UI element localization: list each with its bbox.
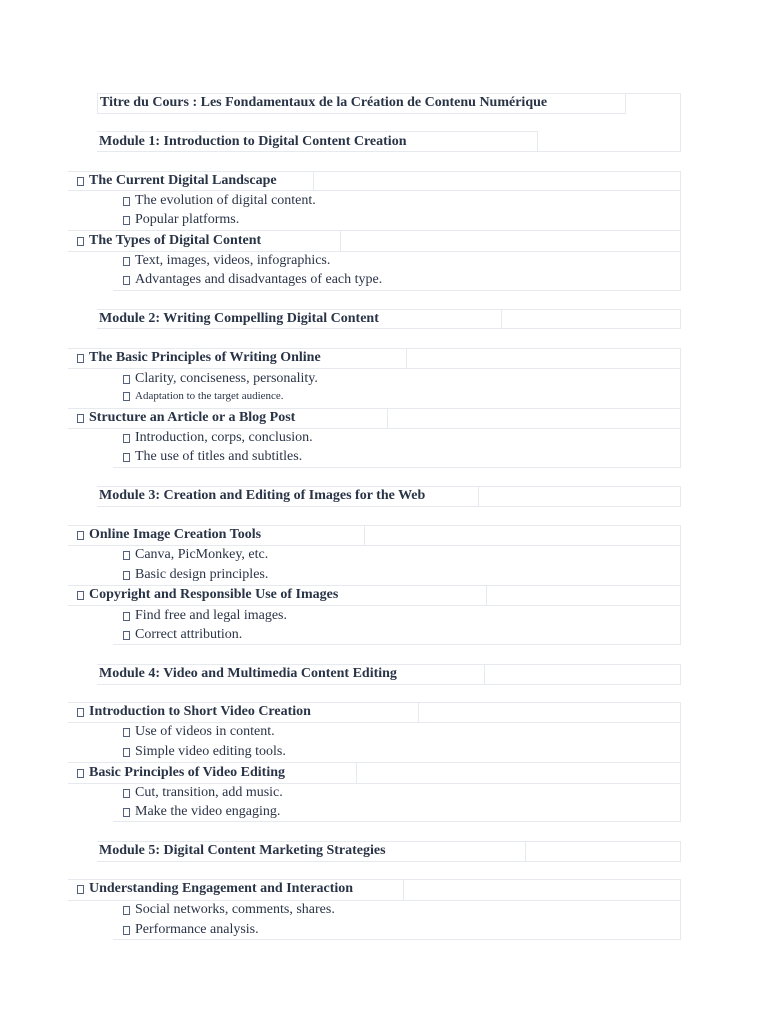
frame-line [97, 93, 681, 94]
frame-line [113, 644, 681, 645]
missing-glyph-box-icon [123, 375, 130, 384]
frame-line [97, 328, 681, 329]
frame-line [340, 230, 341, 251]
frame-line [68, 783, 681, 784]
list-item: Use of videos in content. [135, 724, 275, 739]
missing-glyph-box-icon [77, 591, 84, 600]
frame-line [501, 309, 502, 328]
module-title: Module 1: Introduction to Digital Content Creation [99, 134, 407, 149]
frame-line [356, 762, 357, 783]
section-title: Structure an Article or a Blog Post [89, 410, 296, 425]
frame-line [313, 171, 314, 190]
module-title: Module 4: Video and Multimedia Content Editing [99, 666, 397, 681]
frame-line [68, 605, 681, 606]
frame-line [680, 171, 681, 291]
frame-line [403, 879, 404, 900]
section-title: The Types of Digital Content [89, 233, 262, 248]
missing-glyph-box-icon [123, 197, 130, 206]
frame-line [680, 841, 681, 861]
frame-line [68, 428, 681, 429]
frame-line [68, 702, 681, 703]
frame-line [68, 368, 681, 369]
missing-glyph-box-icon [123, 906, 130, 915]
list-item: Popular platforms. [135, 212, 240, 227]
list-item: Advantages and disadvantages of each type. [135, 272, 383, 287]
section-title: Understanding Engagement and Interaction [89, 881, 354, 896]
frame-line [537, 131, 538, 151]
module-title: Module 3: Creation and Editing of Images for the Web [99, 488, 426, 503]
missing-glyph-box-icon [123, 748, 130, 757]
missing-glyph-box-icon [123, 808, 130, 817]
frame-line [97, 151, 681, 152]
section-title: Copyright and Responsible Use of Images [89, 587, 339, 602]
frame-line [525, 841, 526, 861]
frame-line [68, 230, 681, 231]
frame-line [68, 171, 681, 172]
frame-line [113, 467, 681, 468]
frame-line [680, 664, 681, 684]
frame-line [68, 722, 681, 723]
list-item: Make the video engaging. [135, 804, 281, 819]
frame-line [113, 939, 681, 940]
frame-line [97, 841, 681, 842]
frame-line [680, 309, 681, 328]
frame-line [68, 408, 681, 409]
missing-glyph-box-icon [77, 531, 84, 540]
missing-glyph-box-icon [123, 216, 130, 225]
missing-glyph-box-icon [77, 237, 84, 246]
list-item: Adaptation to the target audience. [135, 390, 284, 402]
missing-glyph-box-icon [123, 276, 130, 285]
section-title: The Basic Principles of Writing Online [89, 350, 321, 365]
section-title: Basic Principles of Video Editing [89, 765, 286, 780]
frame-line [68, 545, 681, 546]
list-item: Correct attribution. [135, 627, 243, 642]
list-item: Basic design principles. [135, 567, 269, 582]
frame-line [97, 131, 538, 132]
missing-glyph-box-icon [77, 885, 84, 894]
missing-glyph-box-icon [77, 414, 84, 423]
frame-line [406, 348, 407, 368]
missing-glyph-box-icon [77, 177, 84, 186]
frame-line [68, 900, 681, 901]
frame-line [97, 861, 681, 862]
list-item: The evolution of digital content. [135, 193, 316, 208]
frame-line [625, 93, 626, 113]
frame-line [97, 309, 681, 310]
frame-line [68, 762, 681, 763]
missing-glyph-box-icon [123, 631, 130, 640]
frame-line [478, 486, 479, 506]
frame-line [68, 879, 681, 880]
course-title: Titre du Cours : Les Fondamentaux de la Création de Contenu Numérique [100, 95, 548, 110]
list-item: Cut, transition, add music. [135, 785, 283, 800]
missing-glyph-box-icon [123, 551, 130, 560]
frame-line [68, 525, 681, 526]
frame-line [97, 486, 681, 487]
frame-line [680, 879, 681, 940]
missing-glyph-box-icon [77, 708, 84, 717]
frame-line [680, 93, 681, 152]
list-item: The use of titles and subtitles. [135, 449, 303, 464]
frame-line [97, 684, 681, 685]
list-item: Introduction, corps, conclusion. [135, 430, 313, 445]
list-item: Clarity, conciseness, personality. [135, 371, 318, 386]
frame-line [486, 585, 487, 605]
frame-line [97, 113, 626, 114]
list-item: Social networks, comments, shares. [135, 902, 335, 917]
module-title: Module 5: Digital Content Marketing Strategies [99, 843, 386, 858]
missing-glyph-box-icon [123, 612, 130, 621]
frame-line [484, 664, 485, 684]
missing-glyph-box-icon [123, 392, 130, 401]
section-title: The Current Digital Landscape [89, 173, 277, 188]
list-item: Text, images, videos, infographics. [135, 253, 331, 268]
missing-glyph-box-icon [123, 453, 130, 462]
list-item: Performance analysis. [135, 922, 259, 937]
frame-line [97, 93, 98, 113]
section-title: Online Image Creation Tools [89, 527, 262, 542]
list-item: Canva, PicMonkey, etc. [135, 547, 269, 562]
section-title: Introduction to Short Video Creation [89, 704, 311, 719]
frame-line [113, 290, 681, 291]
missing-glyph-box-icon [77, 769, 84, 778]
missing-glyph-box-icon [123, 789, 130, 798]
list-item: Simple video editing tools. [135, 744, 286, 759]
frame-line [387, 408, 388, 428]
frame-line [418, 702, 419, 722]
module-title: Module 2: Writing Compelling Digital Content [99, 311, 379, 326]
frame-line [68, 585, 681, 586]
missing-glyph-box-icon [123, 257, 130, 266]
list-item: Find free and legal images. [135, 608, 288, 623]
frame-line [97, 506, 681, 507]
frame-line [97, 664, 681, 665]
missing-glyph-box-icon [123, 571, 130, 580]
frame-line [68, 348, 681, 349]
frame-line [68, 251, 681, 252]
missing-glyph-box-icon [77, 354, 84, 363]
frame-line [113, 821, 681, 822]
frame-line [364, 525, 365, 545]
missing-glyph-box-icon [123, 728, 130, 737]
frame-line [680, 486, 681, 506]
frame-line [68, 190, 681, 191]
missing-glyph-box-icon [123, 926, 130, 935]
missing-glyph-box-icon [123, 434, 130, 443]
